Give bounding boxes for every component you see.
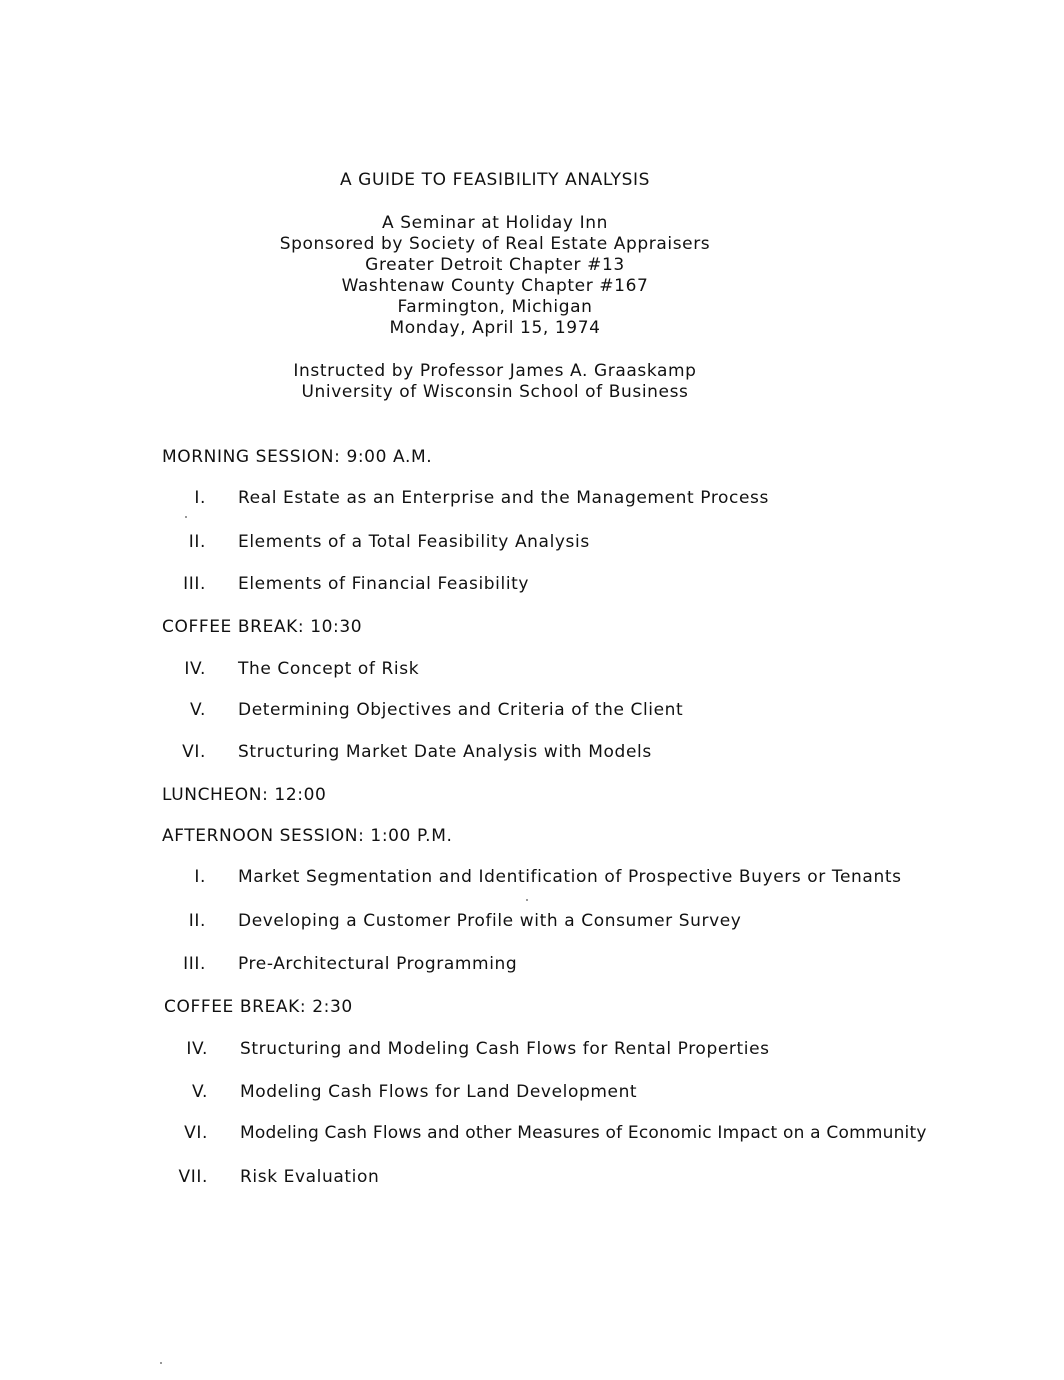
scan-speck [185, 516, 187, 518]
item-number: VI. [182, 742, 206, 762]
item-text: The Concept of Risk [238, 659, 420, 679]
instructor-line: Instructed by Professor James A. Graaskamp [293, 361, 697, 381]
item-number: I. [194, 867, 206, 887]
item-text: Market Segmentation and Identification of Prospective Buyers or Tenants [238, 867, 902, 887]
item-text: Pre-Architectural Programming [238, 954, 518, 974]
chapter-line: Washtenaw County Chapter #167 [341, 276, 649, 296]
item-number: V. [191, 1082, 208, 1102]
section-heading-coffee-pm: COFFEE BREAK: 2:30 [164, 997, 353, 1017]
scan-speck [160, 1362, 162, 1364]
section-heading-morning: MORNING SESSION: 9:00 A.M. [162, 447, 433, 467]
item-number: I. [194, 488, 206, 508]
item-number: VII. [178, 1167, 208, 1187]
section-heading-coffee-am: COFFEE BREAK: 10:30 [162, 617, 363, 637]
item-text: Elements of Financial Feasibility [238, 574, 530, 594]
section-heading-luncheon: LUNCHEON: 12:00 [162, 785, 327, 805]
item-text: Structuring and Modeling Cash Flows for Rental Properties [240, 1039, 770, 1059]
chapter-line: Greater Detroit Chapter #13 [365, 255, 625, 275]
sponsor-line: Sponsored by Society of Real Estate Appraisers [279, 234, 711, 254]
item-text: Elements of a Total Feasibility Analysis [238, 532, 590, 552]
page-title: A GUIDE TO FEASIBILITY ANALYSIS [339, 170, 651, 190]
seminar-details [0, 213, 990, 339]
item-text: Modeling Cash Flows for Land Development [240, 1082, 638, 1102]
item-number: V. [189, 700, 206, 720]
item-number: VI. [184, 1123, 208, 1143]
item-number: IV. [184, 659, 206, 679]
seminar-location-line: A Seminar at Holiday Inn [382, 213, 608, 233]
item-text: Determining Objectives and Criteria of the Client [238, 700, 684, 720]
school-line: University of Wisconsin School of Business [301, 382, 689, 402]
item-text: Real Estate as an Enterprise and the Management Process [238, 488, 769, 508]
item-number: IV. [186, 1039, 208, 1059]
item-number: III. [183, 574, 206, 594]
section-heading-afternoon: AFTERNOON SESSION: 1:00 P.M. [162, 826, 453, 846]
item-number: II. [188, 532, 206, 552]
item-text: Risk Evaluation [240, 1167, 380, 1187]
scan-speck [526, 899, 528, 901]
item-text: Developing a Customer Profile with a Consumer Survey [238, 911, 742, 931]
item-number: II. [188, 911, 206, 931]
item-text: Structuring Market Date Analysis with Models [238, 742, 652, 762]
city-line: Farmington, Michigan [397, 297, 593, 317]
item-number: III. [183, 954, 206, 974]
instructor-details [0, 361, 990, 403]
date-line: Monday, April 15, 1974 [389, 318, 601, 338]
item-text: Modeling Cash Flows and other Measures of Economic Impact on a Community [240, 1123, 927, 1143]
